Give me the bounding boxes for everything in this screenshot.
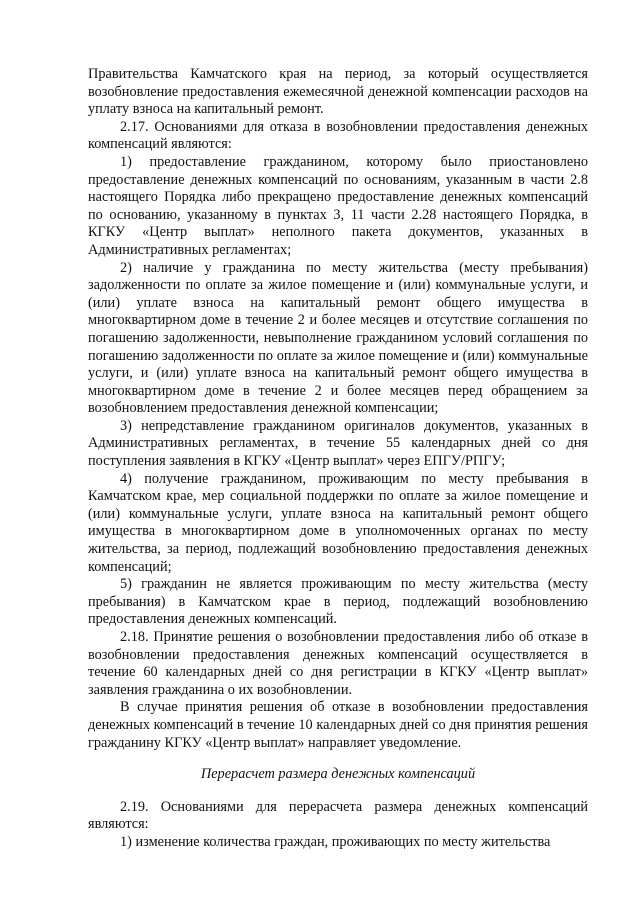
list-item-4: 4) получение гражданином, проживающим по месту пребывания в Камчатском крае, мер социальной поддержки по оплате за жилое помещение и (или) коммунальные услуги, уплате взноса на капитальный ремонт общего имущества в многоквартирном доме в уполномоченных органах по месту жительства, за период, подлежащий возобновлению предоставления денежных компенсаций; [88,470,588,575]
list-item-3: 3) непредставление гражданином оригиналов документов, указанных в Административных регламентах, в течение 55 календарных дней со дня поступления заявления в КГКУ «Центр выплат» через ЕПГУ/РПГУ; [88,417,588,470]
paragraph-2-17: 2.17. Основаниями для отказа в возобновлении предоставления денежных компенсаций являются: [88,118,588,153]
paragraph-2-18: 2.18. Принятие решения о возобновлении предоставления либо об отказе в возобновлении предоставления денежных компенсаций осуществляется в течение 60 календарных дней со дня регистрации в КГКУ «Центр выплат» заявления гражданина о их возобновлении. [88,629,588,698]
section-heading: Перерасчет размера денежных компенсаций [200,766,476,783]
list-item-5: 5) гражданин не является проживающим по месту жительства (месту пребывания) в Камчатском крае в период, подлежащий возобновлению предоставления денежных компенсаций. [88,576,588,628]
list-item-2: 2) наличие у гражданина по месту жительства (месту пребывания) задолженности по оплате за жилое помещение и (или) коммунальные услуги, и (или) уплате взноса на капитальный ремонт общего имущества в многоквартирном доме в течение 2 и более месяцев и отсутствие соглашения по погашению задолженности, невыполнение гражданином условий соглашения по погашению задолженности по оплате за жилое помещение и (или) коммунальные услуги, и (или) уплате взноса на капитальный ремонт общего имущества в многоквартирном доме в течение 2 и более месяцев перед обращением за возобновлением предоставления денежной компенсации; [88,259,588,417]
paragraph-continuation: Правительства Камчатского края на период, за который осуществляется возобновление предоставления ежемесячной денежной компенсации расходов на уплату взноса на капитальный ремонт. [88,66,588,118]
paragraph-2-19: 2.19. Основаниями для перерасчета размера денежных компенсаций являются: [88,798,588,833]
paragraph-refusal-notice: В случае принятия решения об отказе в возобновлении предоставления денежных компенсаций в течение 10 календарных дней со дня принятия решения гражданину КГКУ «Центр выплат» направляет уведомление. [88,699,588,751]
list-item-1: 1) предоставление гражданином, которому было приостановлено предоставление денежных компенсаций по основаниям, указанным в части 2.8 настоящего Порядка либо прекращено предоставление денежных компенсаций по основанию, указанному в пунктах 3, 11 части 2.28 настоящего Порядка, в КГКУ «Центр выплат» неполного пакета документов, указанных в Административных регламентах; [88,153,588,258]
list-item-recalc-1: 1) изменение количества граждан, проживающих по месту жительства [120,833,551,850]
